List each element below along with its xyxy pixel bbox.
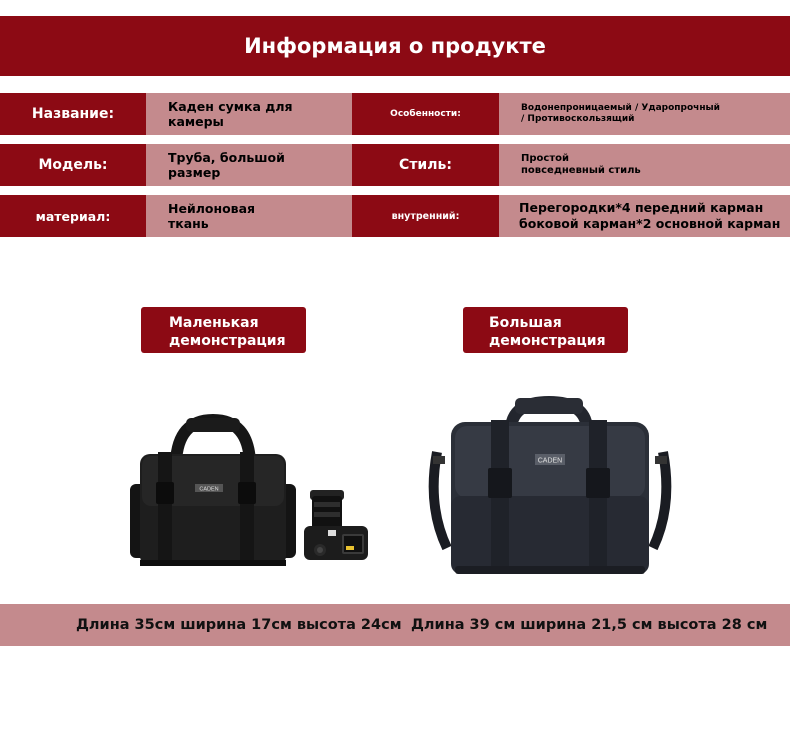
spec-label-style: Стиль:	[352, 144, 499, 186]
small-bag-brand: CADEN	[199, 486, 219, 493]
large-bag-brand: CADEN	[537, 457, 563, 465]
spec-value-model: Труба, большой размер	[146, 144, 352, 186]
spec-label-features: Особенности:	[352, 93, 499, 135]
spec-value-material: Нейлоновая ткань	[146, 195, 352, 237]
large-bag-image	[425, 396, 675, 582]
spec-label-material: материал:	[0, 195, 146, 237]
page-title: Информация о продукте	[0, 16, 790, 76]
spec-row	[0, 144, 790, 186]
large-demo-label: Большая демонстрация	[463, 307, 628, 353]
spec-value-features: Водонепроницаемый / Ударопрочный / Противоскользящий	[499, 93, 790, 135]
spec-label-interior: внутренний:	[352, 195, 499, 237]
small-bag-image	[128, 412, 298, 576]
small-demo-label: Маленькая демонстрация	[141, 307, 306, 353]
small-dimensions: Длина 35см ширина 17см высота 24см	[76, 617, 402, 633]
spec-row	[0, 93, 790, 135]
spec-label-model: Модель:	[0, 144, 146, 186]
camera-image	[300, 488, 374, 568]
dimensions-bar	[0, 604, 790, 646]
large-dimensions: Длина 39 см ширина 21,5 см высота 28 см	[411, 617, 768, 633]
spec-value-interior: Перегородки*4 передний карман боковой карман*2 основной карман	[499, 195, 790, 237]
spec-row	[0, 195, 790, 237]
spec-value-style: Простой повседневный стиль	[499, 144, 790, 186]
spec-value-name: Каден сумка для камеры	[146, 93, 352, 135]
spec-label-name: Название:	[0, 93, 146, 135]
